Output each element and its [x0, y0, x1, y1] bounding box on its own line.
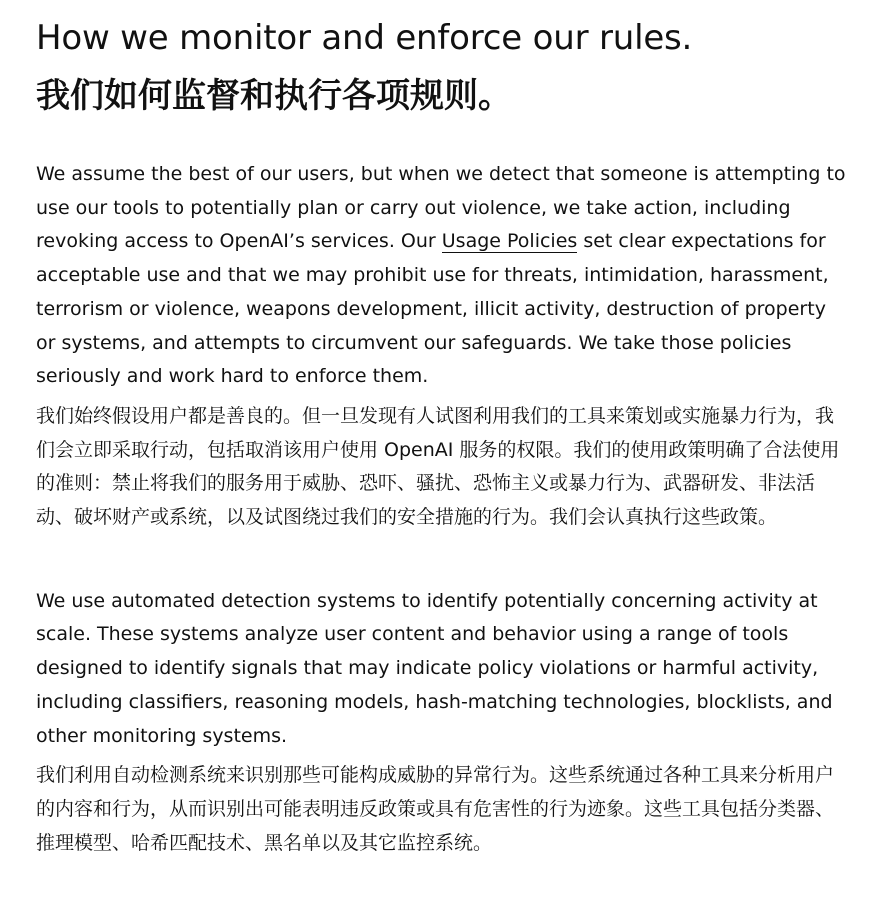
section-enforcement — [36, 158, 847, 535]
page-title-english: How we monitor and enforce our rules. — [36, 18, 693, 58]
section-detection — [36, 585, 847, 861]
paragraph-text: set clear expectations for acceptable use and that we may prohibit use for threats, intimidation, harassment, terrorism or violence, weapons development, illicit activity, destruction of property or systems, and attempts to circumvent our safeguards. We take those policies seriously and work hard to enforce them. — [36, 230, 829, 388]
page-title-chinese: 我们如何监督和执行各项规则。 — [36, 76, 512, 116]
usage-policies-link[interactable]: Usage Policies — [441, 230, 578, 253]
paragraph-chinese: 我们始终假设用户都是善良的。但一旦发现有人试图利用我们的工具来策划或实施暴力行为，我们会立即采取行动，包括取消该用户使用 OpenAI 服务的权限。我们的使用政策明确了合法使用的准则：禁止将我们的服务用于威胁、恐吓、骚扰、恐怖主义或暴力行为、武器研发、非法活动、破坏财产或系统，以及试图绕过我们的安全措施的行为。我们会认真执行这些政策。 — [36, 404, 840, 529]
paragraph-english — [36, 158, 847, 394]
paragraph-text: We assume the best of our users, but when we detect that someone is attempting to use our tools to potentially plan or carry out violence, we take action, including revoking access to OpenAI’s services. Our — [36, 163, 846, 253]
paragraph-english: We use automated detection systems to identify potentially concerning activity at scale. These systems analyze user content and behavior using a range of tools designed to identify signals that may indicate policy violations or harmful activity, including classifiers, reasoning models, hash-matching technologies, blocklists, and other monitoring systems. — [36, 589, 833, 747]
paragraph-chinese: 我们利用自动检测系统来识别那些可能构成威胁的异常行为。这些系统通过各种工具来分析用户的内容和行为，从而识别出可能表明违反政策或具有危害性的行为迹象。这些工具包括分类器、推理模型、哈希匹配技术、黑名单以及其它监控系统。 — [36, 764, 835, 854]
